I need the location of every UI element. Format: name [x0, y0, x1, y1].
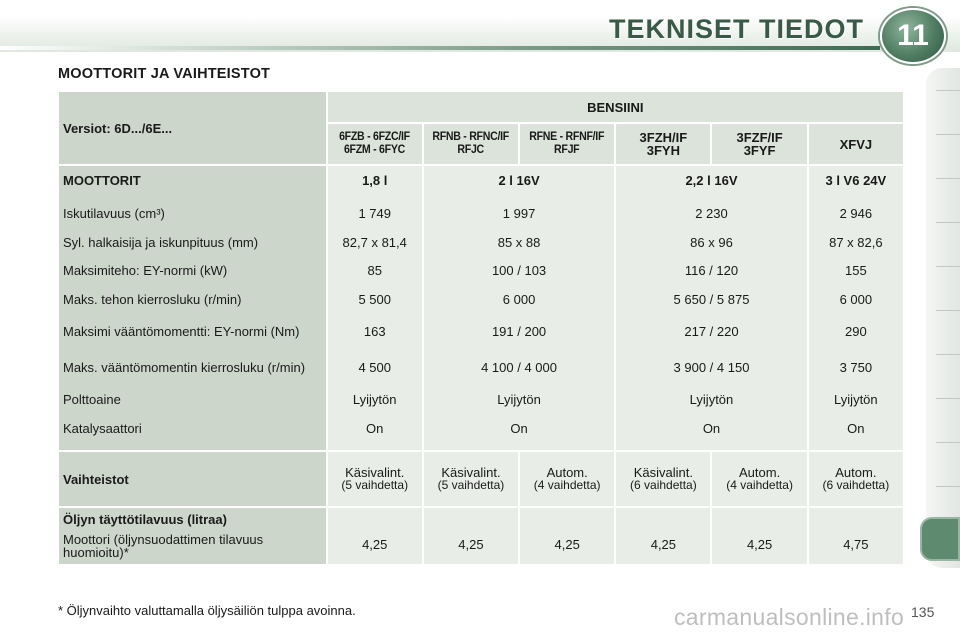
- version-code-cell: 3FZF/IF 3FYF: [712, 124, 806, 164]
- engine-name: 3 l V6 24V: [825, 173, 887, 188]
- engine-column: 2,2 l 16V 2 230 86 x 96 116 / 120 5 650 / 5 875 217 / 220 3 900 / 4 150 Lyijytön On: [616, 166, 806, 450]
- version-code-cell: XFVJ: [809, 124, 903, 164]
- spec-label: Maksimi vääntömomentti: EY-normi (Nm): [63, 324, 300, 339]
- versions-label: Versiot: 6D.../6E...: [59, 92, 326, 164]
- gearbox-cell: Autom. (6 vaihdetta): [809, 452, 903, 506]
- engine-name: 2 l 16V: [498, 173, 540, 188]
- gearbox-cell: Autom. (4 vaihdetta): [712, 452, 806, 506]
- engine-column: 3 l V6 24V 2 946 87 x 82,6 155 6 000 290 3 750 Lyijytön On: [809, 166, 903, 450]
- engine-spec-labels: [59, 166, 326, 450]
- section-title: MOOTTORIT JA VAIHTEISTOT: [58, 66, 271, 82]
- gearbox-cell: Autom. (4 vaihdetta): [520, 452, 614, 506]
- spec-label: Maks. tehon kierrosluku (r/min): [63, 291, 242, 307]
- version-code-cell: RFNB - RFNC/IF RFJC: [424, 124, 518, 164]
- oil-capacity-value: 4,25: [328, 508, 422, 564]
- version-code-cell: 6FZB - 6FZC/IF 6FZM - 6FYC: [328, 124, 422, 164]
- gearbox-cell: Käsivalint. (5 vaihdetta): [424, 452, 518, 506]
- engines-label: MOOTTORIT: [63, 173, 141, 188]
- header-rule: [0, 46, 880, 50]
- watermark: carmanualsonline.info: [674, 604, 905, 630]
- gearbox-label: Vaihteistot: [59, 452, 326, 506]
- fuel-type-header: BENSIINI: [328, 92, 903, 122]
- oil-capacity-value: 4,25: [616, 508, 710, 564]
- spec-label: Katalysaattori: [63, 420, 142, 436]
- page-number: 135: [911, 604, 935, 620]
- oil-capacity-value: 4,75: [809, 508, 903, 564]
- spec-label: Polttoaine: [63, 392, 121, 408]
- oil-capacity-value: 4,25: [712, 508, 806, 564]
- engine-spec-table: [57, 90, 905, 566]
- engine-name: 2,2 l 16V: [685, 173, 738, 188]
- spec-label: Maksimiteho: EY-normi (kW): [63, 263, 228, 279]
- version-code-cell: 3FZH/IF 3FYH: [616, 124, 710, 164]
- oil-capacity-label: Öljyn täyttötilavuus (litraa) Moottori (öljynsuodattimen tilavuus huomioitu)*: [59, 508, 326, 564]
- chapter-title: TEKNISET TIEDOT: [608, 14, 864, 44]
- oil-capacity-value: 4,25: [424, 508, 518, 564]
- spec-label: Syl. halkaisija ja iskunpituus (mm): [63, 234, 259, 250]
- chapter-number-badge: 11: [880, 8, 946, 64]
- footnote: * Öljynvaihto valuttamalla öljysäiliön tulppa avoinna.: [58, 603, 356, 618]
- version-code-cell: RFNE - RFNF/IF RFJF: [520, 124, 614, 164]
- engine-name: 1,8 l: [362, 173, 388, 188]
- engine-column: 2 l 16V 1 997 85 x 88 100 / 103 6 000 191 / 200 4 100 / 4 000 Lyijytön On: [424, 166, 614, 450]
- oil-capacity-value: 4,25: [520, 508, 614, 564]
- gearbox-cell: Käsivalint. (6 vaihdetta): [616, 452, 710, 506]
- chapter-tab-active[interactable]: [920, 517, 960, 561]
- spec-label: Iskutilavuus (cm³): [63, 206, 165, 222]
- chapter-tab-strip: [926, 68, 960, 568]
- gearbox-cell: Käsivalint. (5 vaihdetta): [328, 452, 422, 506]
- spec-label: Maks. vääntömomentin kierrosluku (r/min): [63, 360, 306, 375]
- engine-column: 1,8 l 1 749 82,7 x 81,4 85 5 500 163 4 500 Lyijytön On: [328, 166, 422, 450]
